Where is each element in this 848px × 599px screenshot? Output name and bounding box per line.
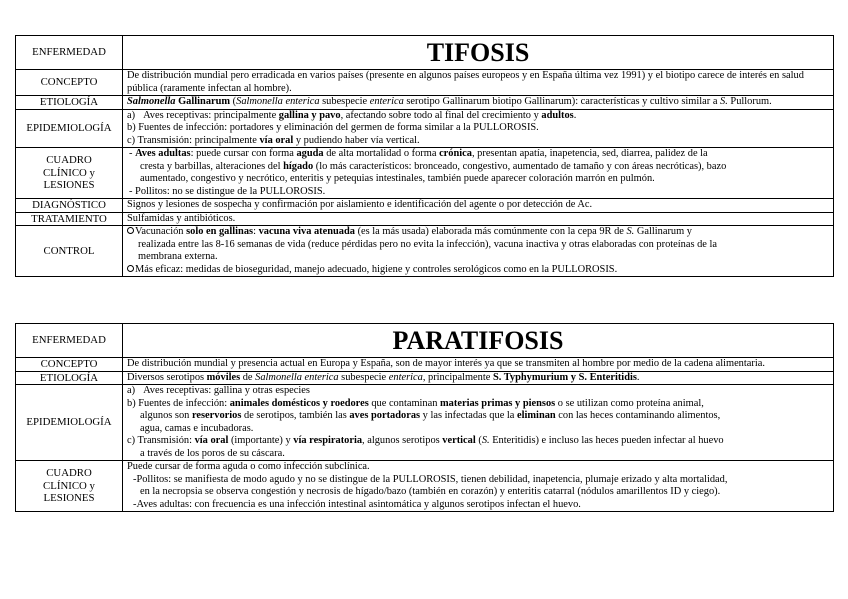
control-line: realizada entre las 8-16 semanas de vida (reduce pérdidas pero no evita la infección), vacuna inactiva y otras elaboradas con proteínas de la xyxy=(138,238,718,250)
cuadro-line: -Aves adultas: con frecuencia es una infección intestinal asintomática y algunos serotipos infectan el huevo. xyxy=(133,498,581,510)
concepto-text: De distribución mundial pero erradicada en varios países (presente en algunos países europeos y en España última vez 1991) y el biotipo carece de interés en salud pública (raramente infectan al hombre). xyxy=(123,70,834,96)
epidemiologia-item-c: c) Transmisión: principalmente vía oral y pudiendo haber vía vertical. xyxy=(127,134,420,146)
etiologia-text: Diversos serotipos móviles de Salmonella enterica subespecie enterica, principalmente S. Typhymurium y S. Enteritidis. xyxy=(123,371,834,385)
concepto-row xyxy=(16,70,834,96)
cuadro-line: Puede cursar de forma aguda o como infección subclínica. xyxy=(127,461,370,472)
tifosis-header-row xyxy=(16,36,834,70)
concepto-label: CONCEPTO xyxy=(16,358,123,372)
epidemiologia-text xyxy=(123,109,834,148)
cuadro-line: - Pollitos: no se distingue de la PULLOROSIS. xyxy=(129,185,326,197)
enfermedad-label: ENFERMEDAD xyxy=(16,324,123,358)
epidemiologia-row xyxy=(16,385,834,461)
tratamiento-label: TRATAMIENTO xyxy=(16,212,123,226)
etiologia-row xyxy=(16,96,834,110)
enfermedad-label: ENFERMEDAD xyxy=(16,36,123,70)
concepto-text: De distribución mundial y presencia actual en Europa y España, son de mayor interés ya que se transmiten al hombre por medio de la cadena alimentaria. xyxy=(123,358,834,372)
control-item-medidas: Más eficaz: medidas de bioseguridad, manejo adecuado, higiene y controles serológicos como en la PULLOROSIS. xyxy=(127,264,829,277)
etiologia-label: ETIOLOGÍA xyxy=(16,96,123,110)
epidemiologia-label: EPIDEMIOLOGÍA xyxy=(16,385,123,461)
cuadro-text xyxy=(123,461,834,512)
control-line: membrana externa. xyxy=(138,251,218,262)
cuadro-line: en la necropsia se observa congestión y necrosis de hígado/bazo (también en corazón) y enteritis catarral (nódulos amarillentos ID y ciego). xyxy=(140,486,721,497)
cuadro-row xyxy=(16,461,834,512)
disease-title: PARATIFOSIS xyxy=(123,324,834,358)
cuadro-label: CUADRO CLÍNICO y LESIONES xyxy=(16,148,123,199)
etiologia-text: Salmonella Gallinarum (Salmonella enterica subespecie enterica serotipo Gallinarum biotipo Gallinarum): características y cultivo similar a S. Pullorum. xyxy=(123,96,834,110)
diagnostico-text: Signos y lesiones de sospecha y confirmación por aislamiento e identificación del agente o por detección de Ac. xyxy=(123,199,834,213)
cuadro-line: - Aves adultas: puede cursar con forma aguda de alta mortalidad o forma crónica, presentan apatía, inapetencia, sed, diarrea, palidez de la xyxy=(129,148,708,159)
epidemiologia-row xyxy=(16,109,834,148)
tratamiento-text: Sulfamidas y antibióticos. xyxy=(123,212,834,226)
concepto-row xyxy=(16,358,834,372)
control-label: CONTROL xyxy=(16,226,123,277)
etiologia-label: ETIOLOGÍA xyxy=(16,371,123,385)
epidemiologia-item-a: a) Aves receptivas: gallina y otras especies xyxy=(127,385,310,396)
epidemiologia-line: a través de los poros de su cáscara. xyxy=(140,447,285,459)
concepto-label: CONCEPTO xyxy=(16,70,123,96)
cuadro-row xyxy=(16,148,834,199)
cuadro-label: CUADRO CLÍNICO y LESIONES xyxy=(16,461,123,512)
cuadro-text xyxy=(123,148,834,199)
epidemiologia-item-c: c) Transmisión: vía oral (importante) y vía respiratoria, algunos serotipos vertical (S. Enteritidis) e incluso las heces pueden infectar al huevo xyxy=(127,435,724,446)
epidemiologia-line: algunos son reservorios de serotipos, también las aves portadoras y las infectadas que la eliminan con las heces contaminando alimentos, xyxy=(140,410,721,421)
control-text xyxy=(123,226,834,277)
bullet-circle-icon xyxy=(127,265,134,272)
epidemiologia-item-b: b) Fuentes de infección: animales domésticos y roedores que contaminan materias primas y piensos o se utilizan como proteína animal, xyxy=(127,397,704,409)
epidemiologia-item-b: b) Fuentes de infección: portadores y eliminación del germen de forma similar a la PULLOROSIS. xyxy=(127,122,539,133)
disease-title: TIFOSIS xyxy=(123,36,834,70)
paratifosis-header-row xyxy=(16,324,834,358)
epidemiologia-text xyxy=(123,385,834,461)
diagnostico-row xyxy=(16,199,834,213)
cuadro-line: cresta y barbillas, alteraciones del hígado (lo más característicos: bronceado, congestivo, aumentado de tamaño y con áreas necróticas), bazo xyxy=(140,160,727,172)
epidemiologia-item-a: a) Aves receptivas: principalmente gallina y pavo, afectando sobre todo al final del crecimiento y adultos. xyxy=(127,109,577,121)
epidemiologia-label: EPIDEMIOLOGÍA xyxy=(16,109,123,148)
paratifosis-table xyxy=(15,323,834,512)
tifosis-table xyxy=(15,35,834,277)
cuadro-line: -Pollitos: se manifiesta de modo agudo y no se distingue de la PULLOROSIS, tienen debilidad, inapetencia, plumaje erizado y alta mortalidad, xyxy=(133,473,728,485)
cuadro-line: aumentado, congestivo y necrótico, enteritis y petequias intestinales, también puede aparecer coloración marrón en pulmón. xyxy=(140,173,655,184)
control-item-vacunacion: Vacunación solo en gallinas: vacuna viva atenuada (es la más usada) elaborada más comúnmente con la cepa 9R de S. Gallinarum y xyxy=(127,226,829,239)
diagnostico-label: DIAGNÓSTICO xyxy=(16,199,123,213)
tratamiento-row xyxy=(16,212,834,226)
bullet-circle-icon xyxy=(127,227,134,234)
control-row xyxy=(16,226,834,277)
etiologia-row xyxy=(16,371,834,385)
epidemiologia-line: agua, camas e incubadoras. xyxy=(140,422,254,434)
